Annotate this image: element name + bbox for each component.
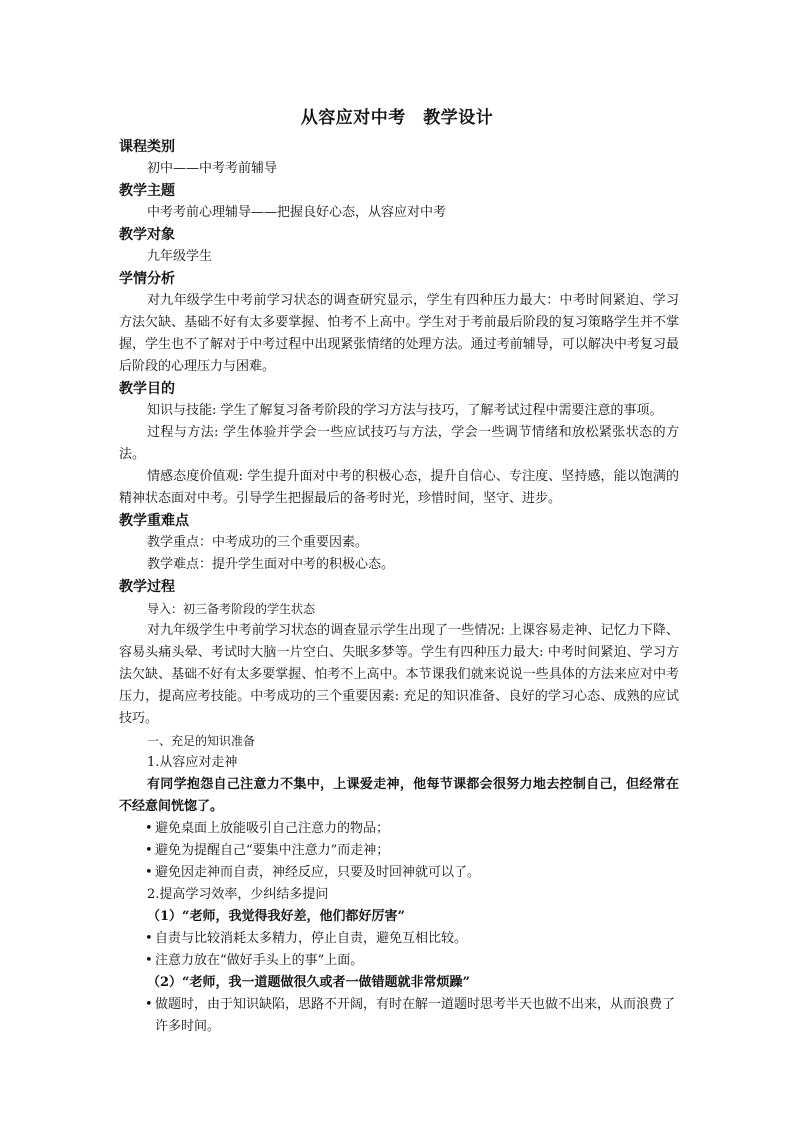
intro-label: 导入：初三备考阶段的学生状态 (147, 602, 316, 616)
theme-text: 中考考前心理辅导——把握良好心态，从容应对中考 (147, 205, 447, 220)
bullet-icon: • (145, 931, 153, 946)
list-item: • 注意力放在“做好手头上的事”上面。 (119, 950, 679, 972)
bullet-icon: • (145, 821, 153, 836)
sub1-heading: 1.从容应对走神 (147, 755, 238, 770)
heading-goals: 教学目的 (119, 381, 175, 397)
list-item: • 自责与比较消耗太多精力，停止自责，避免互相比较。 (119, 928, 679, 950)
heading-key-points: 教学重难点 (119, 513, 189, 529)
quote3: （2）“老师，我一道题做很久或者一做错题就非常烦躁” (147, 975, 471, 990)
page-title: 从容应对中考 教学设计 (300, 108, 494, 128)
quote1: 有同学抱怨自己注意力不集中，上课爱走神，他每节课都会很努力地去控制自己，但经常在不经意间恍惚了。 (119, 777, 679, 814)
list-item: • 做题时，由于知识缺陷，思路不开阔，有时在解一道题时思考半天也做不出来，从而浪费了许多时间。 (119, 994, 679, 1038)
goal-knowledge: 知识与技能: 学生了解复习备考阶段的学习方法与技巧，了解考试过程中需要注意的事项。 (147, 403, 663, 418)
difficult-point: 教学难点：提升学生面对中考的积极心态。 (147, 557, 395, 572)
quote2: （1）“老师，我觉得我好差，他们都好厉害” (147, 909, 406, 924)
document-body (119, 136, 679, 1038)
heading-analysis: 学情分析 (119, 271, 175, 287)
heading-process: 教学过程 (119, 579, 175, 595)
key-point: 教学重点：中考成功的三个重要因素。 (147, 535, 369, 550)
course-type-text: 初中——中考考前辅导 (147, 161, 278, 176)
heading-course-type: 课程类别 (119, 139, 175, 155)
list-item: • 避免为提醒自己“要集中注意力”而走神； (119, 840, 679, 862)
sub2-heading: 2.提高学习效率，少纠结多提问 (147, 887, 329, 902)
intro-text: 对九年级学生中考前学习状态的调查显示学生出现了一些情况: 上课容易走神、记忆力下降、容易头痛头晕、考试时大脑一片空白、失眠多梦等。学生有四种压力最大: 中考时间紧迫、学习方法欠缺、基础不好有太多要掌握、怕考不上高中。本节课我们就来说说一些具体的方法来应对中考压力，提高应考技能。中考成功的三个重要因素: 充足的知识准备、良好的学习心态、成熟的应试技巧。 (119, 623, 679, 726)
bullet-icon: • (145, 953, 153, 968)
heading-theme: 教学主题 (119, 183, 175, 199)
bullet-icon: • (145, 865, 153, 880)
list-item: • 避免桌面上放能吸引自己注意力的物品； (119, 818, 679, 840)
audience-text: 九年级学生 (147, 249, 213, 264)
goal-process: 过程与方法: 学生体验并学会一些应试技巧与方法，学会一些调节情绪和放松紧张状态的方法。 (119, 425, 679, 462)
analysis-text: 对九年级学生中考前学习状态的调查研究显示，学生有四种压力最大：中考时间紧迫、学习方法欠缺、基础不好有太多要掌握、怕考不上高中。学生对于考前最后阶段的复习策略学生并不掌握，学生也不了解对于中考过程中出现紧张情绪的处理方法。通过考前辅导，可以解决中考复习最后阶段的心理压力与困难。 (119, 293, 679, 374)
heading-audience: 教学对象 (119, 227, 175, 243)
bullet-icon: • (145, 997, 153, 1012)
goal-attitude: 情感态度价值观: 学生提升面对中考的积极心态，提升自信心、专注度、坚持感，能以饱满的精神状态面对中考。引导学生把握最后的备考时光，珍惜时间，坚守、进步。 (119, 469, 679, 506)
part1-heading: 一、充足的知识准备 (147, 734, 256, 748)
bullet-icon: • (145, 843, 153, 858)
list-item: • 避免因走神而自责，神经反应，只要及时回神就可以了。 (119, 862, 679, 884)
